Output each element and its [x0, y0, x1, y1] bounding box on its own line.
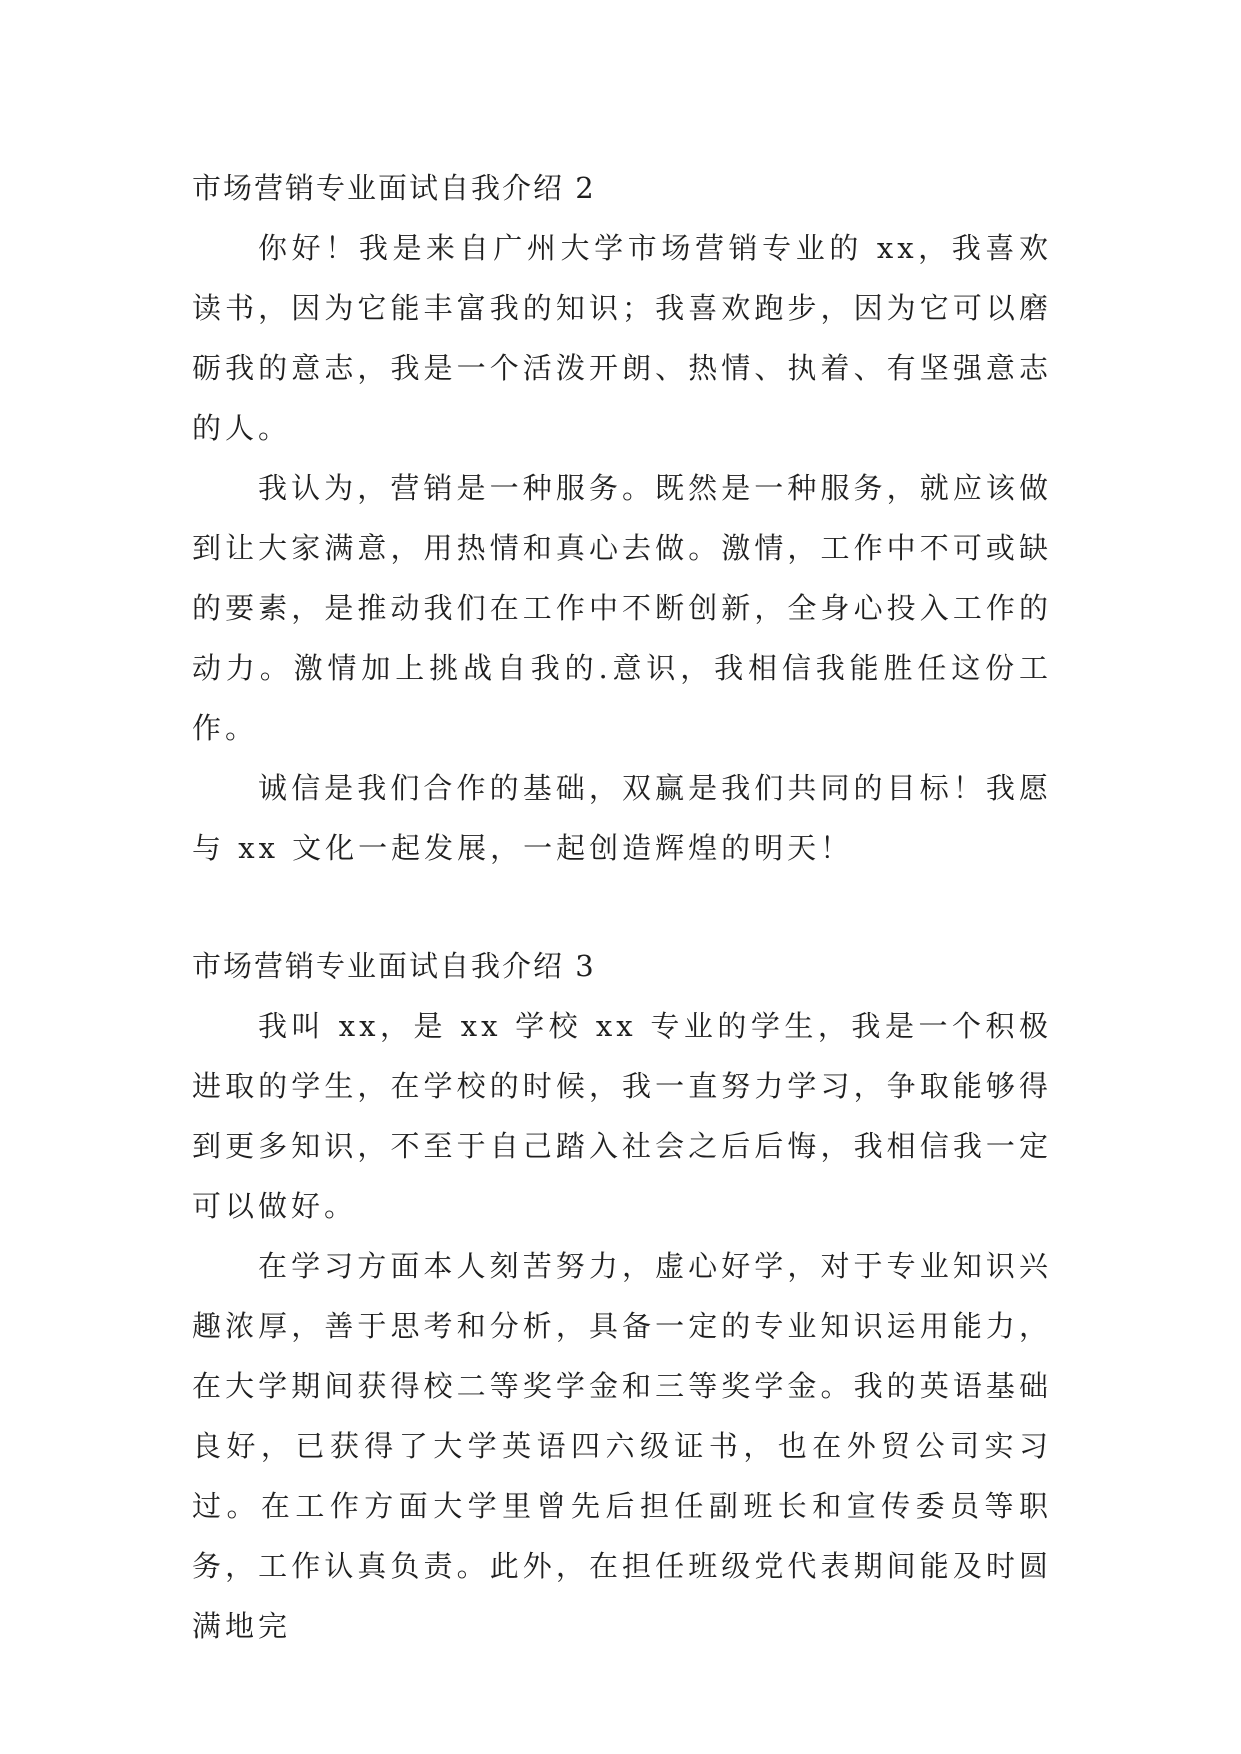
- paragraph: 在学习方面本人刻苦努力，虚心好学，对于专业知识兴趣浓厚，善于思考和分析，具备一定的专业知识运用能力，在大学期间获得校二等奖学金和三等奖学金。我的英语基础良好，已获得了大学英语四六级证书，也在外贸公司实习过。在工作方面大学里曾先后担任副班长和宣传委员等职务，工作认真负责。此外，在担任班级党代表期间能及时圆满地完: [192, 1249, 1052, 1643]
- paragraph: 我认为，营销是一种服务。既然是一种服务，就应该做到让大家满意，用热情和真心去做。激情，工作中不可或缺的要素，是推动我们在工作中不断创新，全身心投入工作的动力。激情加上挑战自我的.意识，我相信我能胜任这份工作。: [192, 471, 1052, 745]
- paragraph: 诚信是我们合作的基础，双赢是我们共同的目标！我愿与 xx 文化一起发展，一起创造辉煌的明天！: [192, 771, 1052, 865]
- document-body: [192, 158, 1052, 1656]
- paragraph: 我叫 xx，是 xx 学校 xx 专业的学生，我是一个积极进取的学生，在学校的时候，我一直努力学习，争取能够得到更多知识，不至于自己踏入社会之后后悔，我相信我一定可以做好。: [192, 1009, 1052, 1223]
- section-heading: 市场营销专业面试自我介绍 2: [192, 171, 596, 205]
- section-intro-3: [192, 936, 1052, 1656]
- paragraph: 你好！我是来自广州大学市场营销专业的 xx，我喜欢读书，因为它能丰富我的知识；我喜欢跑步，因为它可以磨砺我的意志，我是一个活泼开朗、热情、执着、有坚强意志的人。: [192, 231, 1052, 445]
- section-intro-2: [192, 158, 1052, 878]
- section-heading: 市场营销专业面试自我介绍 3: [192, 949, 596, 983]
